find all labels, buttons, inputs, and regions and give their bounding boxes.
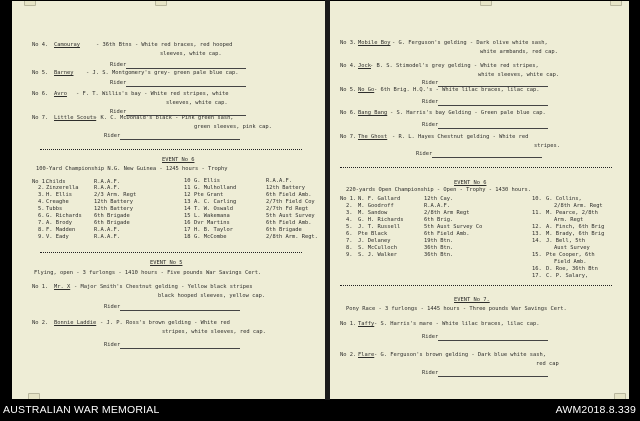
entry-number: No 5. [32,70,49,76]
horse-name: Flare [358,352,375,358]
entry-description-cont: sleeves, white cap. [160,51,222,57]
rider-line [126,86,246,87]
event-title: Pony Race - 3 furlongs - 1445 hours - Three pounds War Savings Cert. [346,306,567,312]
competitor-no: 18 [184,234,191,240]
rider-label: Rider [422,334,439,340]
competitor-name: H. Ellis [46,192,72,198]
entry-description: - S. Harris's bay Gelding - Green pale blue cap. [390,110,546,116]
horse-name: Avro [54,91,67,97]
competitor-no: 16. [532,266,542,272]
competitor-name: M. Pearce, 2/8th [546,210,598,216]
competitor-name: M. Goodroff [358,203,394,209]
event-heading: EVENT No 7. [454,297,490,303]
competitor-no: 3. [38,192,45,198]
horse-name: Mobile Boy [358,40,391,46]
rider-label: Rider [422,80,439,86]
entry-number: No 4. [32,42,49,48]
competitor-no: 13. [532,231,542,237]
competitor-no: 10. [532,196,542,202]
rider-label: Rider [422,99,439,105]
competitor-name: Zinzerella [46,185,79,191]
competitor-unit: 2/3 Arm. Regt [94,192,137,198]
competitor-unit: 2/7th Fd Regt [266,206,309,212]
archive-caption-left: AUSTRALIAN WAR MEMORIAL [3,404,160,416]
entry-description: - B. S. Stimodel's grey gelding - White red stripes, [370,63,539,69]
competitor-name: M. Brady, 6th Brig [546,231,605,237]
competitor-name: Pte Cooper, 6th [546,252,595,258]
entry-description-cont: stripes. [534,143,560,149]
section-divider [40,149,302,150]
punch-hole [28,393,40,399]
rider-line [126,68,246,69]
competitor-unit: 5th Aust Survey [266,213,315,219]
document-scan [10,0,629,400]
competitor-unit: 6th Brigade [266,227,302,233]
horse-name: Bang Bang [358,110,388,116]
entry-description-cont: sleeves, white cap. [166,100,228,106]
entry-description: - G. Ferguson's gelding - Dark olive white sash, [392,40,548,46]
competitor-no: 17. [532,273,542,279]
punch-hole [614,393,626,399]
competitor-name: S. J. Walker [358,252,397,258]
competitor-unit: R.A.A.F. [266,178,292,184]
competitor-name: F. Madden [46,227,76,233]
rider-line [438,376,548,377]
rider-label: Rider [110,109,127,115]
competitor-unit: 6th Brigade [94,213,130,219]
competitor-name: G. Collins, [546,196,582,202]
horse-name: Taffy [358,321,375,327]
entry-description: - S. Harris's mare - White lilac braces, lilac cap. [374,321,540,327]
competitor-no: 11. [532,210,542,216]
entry-number: No 5. [340,87,357,93]
competitor-unit: 2/7th Field Coy [266,199,315,205]
competitor-no: 3. [346,210,353,216]
competitor-no: 4. [346,217,353,223]
event-title: 100-Yard Championship N.G. New Guinea - 1245 hours - Trophy [36,166,228,172]
competitor-name: G. Richards [46,213,82,219]
competitor-name: Pte Grant [194,192,224,198]
punch-hole [24,1,36,6]
competitor-no: 6. [38,213,45,219]
competitor-name: Dvr Martins [194,220,230,226]
competitor-unit: 2/8th Arm. Regt. [266,234,318,240]
competitor-name: Tubbs [46,206,63,212]
competitor-name: J. Bell, 5th [546,238,585,244]
entry-number: No 2. [32,320,49,326]
rider-line [120,310,240,311]
competitor-unit: 6th Field Amb. [266,192,312,198]
rider-label: Rider [416,151,433,157]
competitor-name: D. Roe, 36th Btn [546,266,598,272]
competitor-unit: Field Amb. [554,259,587,265]
competitor-unit: 6th Brig. [424,217,454,223]
competitor-unit: 2/8th Arm. Regt [554,203,603,209]
entry-description-cont: green sleeves, pink cap. [194,124,272,130]
horse-name: Camouray [54,42,80,48]
competitor-name: G. Ellis [194,178,220,184]
entry-description: - 6th Brig. H.Q.'s - White lilac braces, lilac cap. [374,87,540,93]
entry-number: No 3. [340,40,357,46]
competitor-no: 17 [184,227,191,233]
competitor-unit: 5th Aust Survey Co [424,224,483,230]
entry-number: No 6. [32,91,49,97]
horse-name: Little Scouts [54,115,97,121]
competitor-name: A. C. Carling [194,199,237,205]
punch-hole [155,1,167,6]
event-heading: EVENT No 6 [454,180,487,186]
competitor-name: G. H. Richards [358,217,404,223]
competitor-no: 2. [346,203,353,209]
competitor-no: 16 [184,220,191,226]
entry-number: No 7. [32,115,49,121]
rider-line [432,157,542,158]
competitor-no: 14 [184,206,191,212]
competitor-unit: 36th Btn. [424,252,454,258]
section-divider [40,252,302,253]
rider-line [120,348,240,349]
competitor-no: 7. [38,220,45,226]
competitor-no: 15. [532,252,542,258]
entry-description-cont: white armbands, red cap. [480,49,558,55]
entry-description: - J. S. Montgomery's grey- green pale blue cap. [86,70,239,76]
competitor-name: L. Wakemana [194,213,230,219]
entry-description-cont: white sleeves, white cap. [478,72,560,78]
rider-label: Rider [110,80,127,86]
horse-name: Barney [54,70,74,76]
horse-name: Bonnie Laddie [54,320,97,326]
competitor-name: N. F. Gallard [358,196,401,202]
competitor-name: S. McCulloch [358,245,397,251]
entry-description: - R. L. Hayes Chestnut gelding - White red [392,134,529,140]
competitor-name: H. B. Taylor [194,227,233,233]
entry-description: - K. C. McDonald's black - Pink green sash, [94,115,234,121]
rider-label: Rider [110,62,127,68]
competitor-unit: R.A.A.F. [94,234,120,240]
competitor-unit: Arm. Regt [554,217,584,223]
competitor-unit: Aust Survey [554,245,590,251]
rider-label: Rider [104,342,121,348]
competitor-name: Pte Black [358,231,388,237]
competitor-no: 13 [184,199,191,205]
competitor-no: 7. [346,238,353,244]
competitor-name: Creaghe [46,199,69,205]
competitor-no: 5. [38,206,45,212]
competitor-no: No 1. [340,196,357,202]
rider-line [438,340,548,341]
competitor-no: 8. [38,227,45,233]
rider-label: Rider [422,370,439,376]
event-heading: EVENT No 6 [162,157,195,163]
competitor-no: 12. [532,224,542,230]
competitor-unit: 19th Btn. [424,238,454,244]
left-page: No 4. Camouray - 36th Btns - White red braces, red hooped sleeves, white cap. Rider No 5. Barney - J. S. Montgomery's grey- green pale blue cap. Rider No 6. Avro - F. T. Willis's bay - White red stripes, white sleeves, white cap. Rider No 7. Little Scouts - K. C. McDonald's black - Pink green sash, green sleeves, pink cap. Rider EVENT No 6 100-Yard Championship N.G. New Guinea - 1245 hours - Trophy No 1. Childs R.A.A.F. 2. Zinzerella R.A.A.F. 3. H. Ellis 2/3 Arm. Regt 4. Creaghe 12th Battery 5. Tubbs 12th Battery 6. G. Richards 6th Brigade 7. A. Brody 6th Brigade 8. F. Madden R.A.A.F. 9. V. Eady R.A.A.F. 10 G. Ellis R.A.A.F. 11 G. Mulholland 12th Battery 12 Pte Grant 6th Field Amb. 13 A. C. Carling 2/7th Field Coy 14 T. W. Oswald 2/7th Fd Regt 15 L. Wakemana 5th Aust Survey 16 Dvr Martins 6th Field Amb. 17 H. B. Taylor 6th Brigade 18 G. McCombe 2/8th Arm. Regt. EVENT No 5 Flying, open - 3 furlongs - 1410 hours - Five pounds War Savings Cert. No 1. Mr. X - Major Smith's Chestnut gelding - Yellow black stripes black hooped sleeves, yellow cap. Rider No 2. Bonnie Laddie - J. P. Ross's brown gelding - White red stripes, white sleeves, red cap. Rider [12,1,325,399]
competitor-name: T. W. Oswald [194,206,233,212]
horse-name: No Go [358,87,375,93]
competitor-no: 8. [346,245,353,251]
competitor-no: 15 [184,213,191,219]
competitor-no: 5. [346,224,353,230]
competitor-unit: 6th Field Amb. [266,220,312,226]
competitor-name: G. Mulholland [194,185,237,191]
entry-description: - G. Ferguson's brown gelding - Dark blue white sash, [374,352,547,358]
entry-number: No 2. [340,352,357,358]
competitor-no: 12 [184,192,191,198]
competitor-name: G. McCombe [194,234,227,240]
competitor-unit: 2/8th Arm Regt [424,210,470,216]
punch-hole [480,1,492,6]
horse-name: Mr. X [54,284,71,290]
competitor-no: 4. [38,199,45,205]
competitor-unit: 12th Battery [94,206,133,212]
event-heading: EVENT No 5 [150,260,183,266]
competitor-no: 14. [532,238,542,244]
entry-description: - 36th Btns - White red braces, red hooped [96,42,233,48]
horse-name: Jock [358,63,371,69]
competitor-unit: 12th Battery [266,185,305,191]
competitor-no: 9. [38,234,45,240]
horse-name: The Ghost [358,134,388,140]
event-title: 220-yards Open Championship - Open - Trophy - 1430 hours. [346,187,531,193]
competitor-unit: R.A.A.F. [424,203,450,209]
entry-description-cont: red cap [536,361,559,367]
competitor-unit: 36th Btn. [424,245,454,251]
rider-line [438,128,548,129]
competitor-no: 11 [184,185,191,191]
competitor-no: 2. [38,185,45,191]
competitor-unit: 6th Field Amb. [424,231,470,237]
competitor-name: V. Eady [46,234,69,240]
section-divider [340,285,612,286]
competitor-name: M. Sandow [358,210,388,216]
entry-number: No 1. [32,284,49,290]
rider-line [438,105,548,106]
competitor-unit: 6th Brigade [94,220,130,226]
competitor-unit: R.A.A.F. [94,185,120,191]
competitor-unit: R.A.A.F. [94,227,120,233]
rider-label: Rider [422,122,439,128]
punch-hole [610,1,622,6]
right-page [330,1,629,399]
event-title: Flying, open - 3 furlongs - 1410 hours - Five pounds War Savings Cert. [34,270,262,276]
rider-line [120,139,240,140]
rider-label: Rider [104,133,121,139]
competitor-no: 9. [346,252,353,258]
competitor-name: A. Brody [46,220,72,226]
entry-number: No 6. [340,110,357,116]
competitor-name: A. Finch, 6th Brig [546,224,605,230]
entry-number: No 7. [340,134,357,140]
rider-label: Rider [104,304,121,310]
entry-description: - F. T. Willis's bay - White red stripes, white [76,91,229,97]
section-divider [340,167,612,168]
entry-description-cont: stripes, white sleeves, red cap. [162,329,266,335]
competitor-name: C. P. Salary, [546,273,589,279]
entry-description: - Major Smith's Chestnut gelding - Yellow black stripes [74,284,253,290]
competitor-unit: 12th Battery [94,199,133,205]
entry-number: No 1. [340,321,357,327]
competitor-no: 10 [184,178,191,184]
entry-description: - J. P. Ross's brown gelding - White red [100,320,230,326]
entry-number: No 4. [340,63,357,69]
competitor-unit: 12th Cay. [424,196,454,202]
competitor-no: 6. [346,231,353,237]
archive-caption-right: AWM2018.8.339 [555,404,636,416]
competitor-name: J. Delaney [358,238,391,244]
entry-description-cont: black hooped sleeves, yellow cap. [158,293,266,299]
competitor-name: J. T. Russell [358,224,401,230]
